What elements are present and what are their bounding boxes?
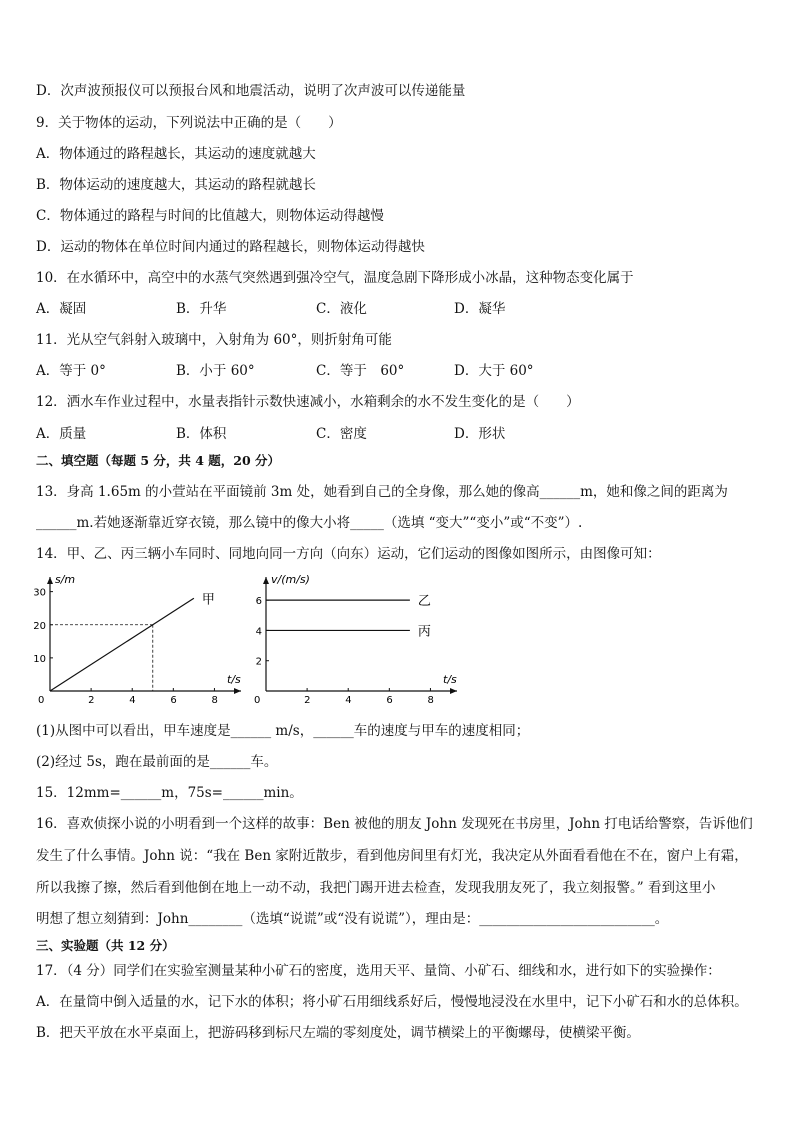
y-tick-label: 20 — [33, 620, 46, 632]
q12-option-d: D．形状 — [454, 426, 506, 442]
x-axis-label: t/s — [227, 673, 241, 686]
q10-stem: 10．在水循环中，高空中的水蒸气突然遇到强冷空气，温度急剧下降形成小冰晶，这种物态变化属于 — [36, 270, 634, 286]
y-axis-arrow — [263, 577, 269, 584]
chart-v-t — [252, 573, 472, 706]
q12-stem: 12．洒水车作业过程中，水量表指针示数快速减小，水箱剩余的水不发生变化的是（ ） — [36, 394, 580, 410]
y-tick-label: 4 — [255, 626, 262, 638]
x-axis-label: t/s — [443, 673, 457, 686]
y-tick-label: 2 — [255, 656, 262, 668]
x-tick-label: 2 — [304, 695, 311, 706]
series-label-1: 甲 — [201, 592, 215, 608]
q14-stem: 14．甲、乙、丙三辆小车同时、同地向同一方向（向东）运动，它们运动的图像如图所示，由图像可知： — [36, 546, 661, 562]
series-line-1 — [50, 598, 194, 691]
q12-option-a: A．质量 — [36, 426, 87, 442]
x-tick-label: 6 — [170, 695, 177, 706]
q16-line-1: 16．喜欢侦探小说的小明看到一个这样的故事：Ben 被他的朋友 John 发现死在书房里，John 打电话给警察，告诉他们 — [36, 816, 753, 832]
q17-step-b: B．把天平放在水平桌面上，把游码移到标尺左端的零刻度处，调节横梁上的平衡螺母，使横梁平衡。 — [36, 1025, 640, 1041]
x-axis-arrow — [234, 688, 241, 694]
y-axis-arrow — [47, 577, 53, 584]
x-tick-label: 4 — [129, 695, 136, 706]
x-tick-label: 4 — [345, 695, 352, 706]
q13-line-2: ______m.若她逐渐靠近穿衣镜，那么镜中的像大小将_____（选填 “变大”“变小”或“不变”）. — [36, 515, 583, 531]
q11-option-c: C．等于 60° — [316, 363, 405, 379]
q10-option-a: A．凝固 — [36, 301, 87, 317]
q11-option-d: D．大于 60° — [454, 363, 534, 379]
q10-option-c: C．液化 — [316, 301, 367, 317]
q11-option-a: A．等于 0° — [36, 363, 106, 379]
series-label-1: 乙 — [417, 594, 431, 610]
q15: 15．12mm=______m，75s=______min。 — [36, 785, 303, 801]
q17-step-a: A．在量筒中倒入适量的水，记下水的体积；将小矿石用细线系好后，慢慢地浸没在水里中，记下小矿石和水的总体积。 — [36, 994, 748, 1010]
q8-option-d: D．次声波预报仪可以预报台风和地震活动，说明了次声波可以传递能量 — [36, 83, 466, 99]
x-tick-label: 0 — [38, 695, 45, 706]
q9-option-b: B．物体运动的速度越大，其运动的路程就越长 — [36, 177, 316, 193]
q11-stem: 11．光从空气斜射入玻璃中，入射角为 60°，则折射角可能 — [36, 332, 392, 348]
q14-part-2: (2)经过 5s，跑在最前面的是______车。 — [36, 754, 278, 770]
q16-line-2: 发生了什么事情。John 说：“我在 Ben 家附近散步，看到他房间里有灯光，我决定从外面看看他在不在，窗户上有霜， — [36, 848, 748, 864]
q12-option-c: C．密度 — [316, 426, 367, 442]
y-tick-label: 6 — [255, 596, 262, 608]
q12-option-b: B．体积 — [176, 426, 227, 442]
q9-stem: 9．关于物体的运动，下列说法中正确的是（ ） — [36, 115, 342, 131]
q16-line-3: 所以我擦了擦，然后看到他倒在地上一动不动，我把门踢开进去检查，发现我朋友死了，我立刻报警。” 看到这里小 — [36, 880, 716, 896]
y-axis-label: v/(m/s) — [271, 573, 310, 586]
chart-s-t — [33, 573, 256, 706]
x-tick-label: 6 — [386, 695, 393, 706]
q13-line-1: 13．身高 1.65m 的小萱站在平面镜前 3m 处，她看到自己的全身像，那么她的像高______m，她和像之间的距离为 — [36, 484, 728, 500]
section-2-heading: 二、填空题（每题 5 分，共 4 题，20 分） — [36, 453, 281, 468]
q9-option-c: C．物体通过的路程与时间的比值越大，则物体运动得越慢 — [36, 208, 384, 224]
q9-option-d: D．运动的物体在单位时间内通过的路程越长，则物体运动得越快 — [36, 239, 425, 255]
q16-line-4: 明想了想立刻猜到：John________（选填“说谎”或“没有说谎”），理由是：__________________________。 — [36, 911, 669, 927]
q10-option-d: D．凝华 — [454, 301, 506, 317]
x-tick-label: 2 — [88, 695, 95, 706]
q10-option-b: B．升华 — [176, 301, 227, 317]
series-label-2: 丙 — [417, 624, 431, 640]
y-tick-label: 30 — [33, 587, 46, 599]
x-tick-label: 8 — [211, 695, 218, 706]
x-tick-label: 8 — [427, 695, 434, 706]
q9-option-a: A．物体通过的路程越长，其运动的速度就越大 — [36, 146, 316, 162]
y-tick-label: 10 — [33, 653, 46, 665]
section-3-heading: 三、实验题（共 12 分） — [36, 938, 175, 953]
q11-option-b: B．小于 60° — [176, 363, 255, 379]
x-axis-arrow — [450, 688, 457, 694]
q17-stem: 17．（4 分）同学们在实验室测量某种小矿石的密度，选用天平、量筒、小矿石、细线和水，进行如下的实验操作： — [36, 963, 721, 979]
x-tick-label: 0 — [254, 695, 261, 706]
y-axis-label: s/m — [55, 573, 76, 586]
q14-part-1: (1)从图中可以看出，甲车速度是______ m/s，______车的速度与甲车的速度相同； — [36, 723, 530, 739]
